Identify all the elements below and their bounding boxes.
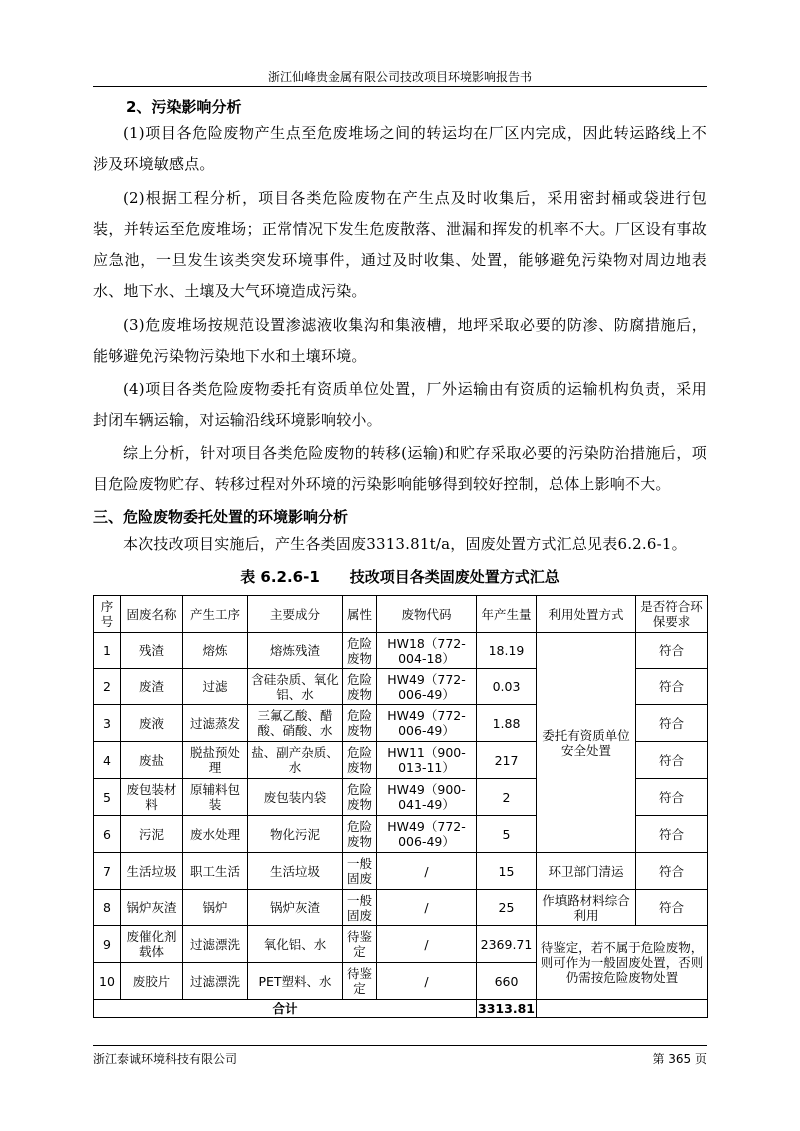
- cell-code: HW18（772-004-18）: [377, 633, 477, 669]
- cell-amount: 0.03: [477, 669, 537, 705]
- cell-disposal: 作填路材料综合利用: [537, 890, 636, 926]
- cell-amount: 18.19: [477, 633, 537, 669]
- cell-composition: 氧化铝、水: [248, 926, 343, 963]
- section-heading-pollution: 2、污染影响分析: [126, 98, 242, 116]
- cell-disposal-pending: 待鉴定，若不属于危险废物，则可作为一般固废处置，否则仍需按危险废物处置: [537, 926, 708, 1000]
- paragraph-2: (2)根据工程分析，项目各类危险废物在产生点及时收集后，采用密封桶或袋进行包装，并转运至危废堆场；正常情况下发生危废散落、泄漏和挥发的机率不大。厂区设有事故应急池，一旦发生该类突发环境事件，通过及时收集、处置，能够避免污染物对周边地表水、地下水、土壤及大气环境造成污染。: [93, 189, 707, 300]
- cell-composition: 废包装内袋: [248, 779, 343, 816]
- cell-code: HW49（900-041-49）: [377, 779, 477, 816]
- paragraph-summary: 综上分析，针对项目各类危险废物的转移(运输)和贮存采取必要的污染防治措施后，项目危险废物贮存、转移过程对外环境的污染影响能够得到较好控制，总体上影响不大。: [93, 444, 707, 493]
- table-total-row: [94, 1000, 708, 1018]
- cell-process: 过滤漂洗: [183, 926, 248, 963]
- cell-no: 7: [94, 853, 121, 890]
- cell-disposal-merged: 委托有资质单位安全处置: [537, 633, 636, 853]
- cell-process: 废水处理: [183, 816, 248, 853]
- cell-name: 废胶片: [121, 963, 183, 1000]
- cell-code: /: [377, 963, 477, 1000]
- cell-process: 锅炉: [183, 890, 248, 926]
- cell-code: HW11（900-013-11）: [377, 742, 477, 779]
- cell-attribute: 危险废物: [343, 705, 377, 742]
- cell-process: 原辅料包装: [183, 779, 248, 816]
- cell-compliance: 符合: [636, 853, 708, 890]
- cell-process: 过滤: [183, 669, 248, 705]
- cell-amount: 5: [477, 816, 537, 853]
- cell-composition: 锅炉灰渣: [248, 890, 343, 926]
- cell-no: 6: [94, 816, 121, 853]
- total-value: 3313.81: [478, 1001, 535, 1016]
- col-header: 产生工序: [183, 596, 248, 633]
- cell-compliance: 符合: [636, 633, 708, 669]
- cell-no: 10: [94, 963, 121, 1000]
- cell-no: 4: [94, 742, 121, 779]
- cell-amount: 25: [477, 890, 537, 926]
- cell-attribute: 一般固废: [343, 853, 377, 890]
- cell-process: 过滤蒸发: [183, 705, 248, 742]
- col-header: 利用处置方式: [537, 596, 636, 633]
- cell-compliance: 符合: [636, 779, 708, 816]
- col-header: 固废名称: [121, 596, 183, 633]
- cell-composition: 三氟乙酸、醋酸、硝酸、水: [248, 705, 343, 742]
- cell-composition: 盐、副产杂质、水: [248, 742, 343, 779]
- table-row: [94, 926, 708, 963]
- cell-name: 生活垃圾: [121, 853, 183, 890]
- section-heading-disposal: 三、危险废物委托处置的环境影响分析: [93, 508, 349, 526]
- cell-code: HW49（772-006-49）: [377, 816, 477, 853]
- cell-name: 废包装材料: [121, 779, 183, 816]
- footer-company: 浙江泰诚环境科技有限公司: [93, 1052, 238, 1066]
- paragraph-intro: 本次技改项目实施后，产生各类固废3313.81t/a，固废处置方式汇总见表6.2.6-1。: [123, 535, 687, 553]
- table-row: [94, 890, 708, 926]
- footer-page-number: 第 365 页: [652, 1052, 707, 1066]
- cell-amount: 217: [477, 742, 537, 779]
- cell-composition: 生活垃圾: [248, 853, 343, 890]
- cell-composition: 物化污泥: [248, 816, 343, 853]
- cell-process: 熔炼: [183, 633, 248, 669]
- table-header-row: [94, 596, 708, 633]
- cell-attribute: 待鉴定: [343, 963, 377, 1000]
- cell-code: /: [377, 926, 477, 963]
- col-header: 序号: [94, 596, 121, 633]
- cell-name: 废渣: [121, 669, 183, 705]
- cell-no: 2: [94, 669, 121, 705]
- cell-name: 锅炉灰渣: [121, 890, 183, 926]
- paragraph-3: (3)危废堆场按规范设置渗滤液收集沟和集液槽，地坪采取必要的防渗、防腐措施后，能够避免污染物污染地下水和土壤环境。: [93, 316, 707, 365]
- cell-compliance: 符合: [636, 742, 708, 779]
- cell-no: 1: [94, 633, 121, 669]
- cell-no: 3: [94, 705, 121, 742]
- cell-process: 过滤漂洗: [183, 963, 248, 1000]
- cell-no: 9: [94, 926, 121, 963]
- col-header: 主要成分: [248, 596, 343, 633]
- paragraph-4: (4)项目各类危险废物委托有资质单位处置，厂外运输由有资质的运输机构负责，采用封闭车辆运输，对运输沿线环境影响较小。: [93, 380, 707, 429]
- header-divider: [93, 86, 707, 87]
- cell-process: 脱盐预处理: [183, 742, 248, 779]
- cell-attribute: 危险废物: [343, 669, 377, 705]
- cell-composition: 含硅杂质、氧化铝、水: [248, 669, 343, 705]
- cell-code: HW49（772-006-49）: [377, 705, 477, 742]
- cell-attribute: 危险废物: [343, 779, 377, 816]
- paragraph-1: (1)项目各危险废物产生点至危废堆场之间的转运均在厂区内完成，因此转运路线上不涉及环境敏感点。: [93, 124, 707, 173]
- table-row: [94, 633, 708, 669]
- cell-code: /: [377, 890, 477, 926]
- cell-name: 废催化剂载体: [121, 926, 183, 963]
- cell-no: 8: [94, 890, 121, 926]
- cell-composition: PET塑料、水: [248, 963, 343, 1000]
- cell-amount: 15: [477, 853, 537, 890]
- col-header: 年产生量: [477, 596, 537, 633]
- cell-name: 废盐: [121, 742, 183, 779]
- cell-disposal: 环卫部门清运: [537, 853, 636, 890]
- page-header: 浙江仙峰贵金属有限公司技改项目环境影响报告书: [267, 70, 532, 84]
- cell-no: 5: [94, 779, 121, 816]
- cell-amount: 660: [477, 963, 537, 1000]
- cell-name: 污泥: [121, 816, 183, 853]
- cell-amount: 1.88: [477, 705, 537, 742]
- cell-amount: 2: [477, 779, 537, 816]
- table-row: [94, 853, 708, 890]
- cell-attribute: 待鉴定: [343, 926, 377, 963]
- footer-divider: [93, 1045, 707, 1046]
- total-empty: [537, 1000, 708, 1018]
- col-header: 废物代码: [377, 596, 477, 633]
- cell-attribute: 危险废物: [343, 742, 377, 779]
- cell-code: HW49（772-006-49）: [377, 669, 477, 705]
- cell-compliance: 符合: [636, 890, 708, 926]
- cell-composition: 熔炼残渣: [248, 633, 343, 669]
- table-title: 表 6.2.6-1 技改项目各类固废处置方式汇总: [240, 568, 560, 586]
- cell-process: 职工生活: [183, 853, 248, 890]
- cell-compliance: 符合: [636, 669, 708, 705]
- cell-compliance: 符合: [636, 705, 708, 742]
- cell-attribute: 一般固废: [343, 890, 377, 926]
- cell-attribute: 危险废物: [343, 633, 377, 669]
- col-header: 是否符合环保要求: [636, 596, 708, 633]
- total-label: 合计: [94, 1000, 477, 1018]
- cell-attribute: 危险废物: [343, 816, 377, 853]
- cell-name: 残渣: [121, 633, 183, 669]
- cell-name: 废液: [121, 705, 183, 742]
- cell-compliance: 符合: [636, 816, 708, 853]
- waste-disposal-table: [93, 595, 708, 1018]
- cell-amount: 2369.71: [477, 926, 537, 963]
- col-header: 属性: [343, 596, 377, 633]
- cell-code: /: [377, 853, 477, 890]
